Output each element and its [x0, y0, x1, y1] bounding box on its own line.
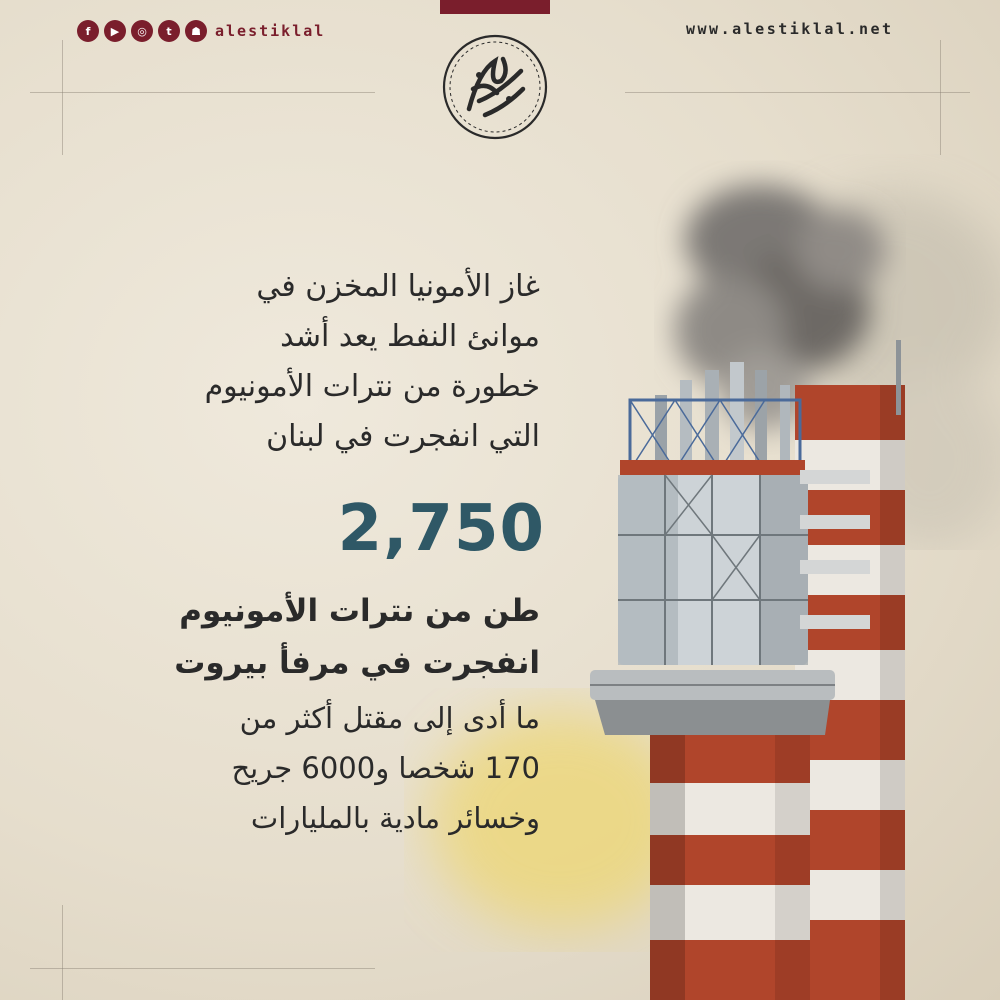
chimney-tower: [580, 340, 1000, 1000]
brand-handle[interactable]: alestiklal: [215, 22, 326, 40]
twitter-icon[interactable]: t: [158, 20, 180, 42]
platform-ring: [590, 670, 835, 735]
alestiklal-logo: [439, 31, 551, 143]
big-number: 2,750: [337, 492, 545, 566]
detail-paragraph: [120, 693, 540, 843]
youtube-icon[interactable]: ▶: [104, 20, 126, 42]
website-url[interactable]: www.alestiklal.net: [686, 20, 894, 38]
detail-line: وخسائر مادية بالمليارات: [250, 801, 540, 835]
facebook-icon[interactable]: f: [77, 20, 99, 42]
instagram-icon[interactable]: ◎: [131, 20, 153, 42]
guide-line: [62, 905, 63, 1000]
glass-drum: [618, 460, 808, 665]
guide-line: [62, 40, 63, 155]
detail-line: ما أدى إلى مقتل أكثر من: [239, 701, 540, 735]
snapchat-icon[interactable]: ☗: [185, 20, 207, 42]
headline-line: انفجرت في مرفأ بيروت: [174, 645, 540, 681]
detail-line: 170 شخصا و6000 جريح: [231, 751, 540, 785]
intro-line: التي انفجرت في لبنان: [266, 419, 540, 454]
intro-line: موانئ النفط يعد أشد: [280, 319, 540, 354]
guide-line: [30, 968, 375, 969]
guide-line: [625, 92, 970, 93]
headline-line: طن من نترات الأمونيوم: [179, 593, 540, 629]
intro-line: غاز الأمونيا المخزن في: [256, 269, 540, 304]
top-accent-bar: [440, 0, 550, 14]
intro-paragraph: [120, 262, 540, 462]
social-row: [77, 20, 325, 42]
headline: [120, 585, 540, 689]
guide-line: [30, 92, 375, 93]
main-chimney: [650, 735, 810, 1000]
intro-line: خطورة من نترات الأمونيوم: [204, 369, 540, 404]
